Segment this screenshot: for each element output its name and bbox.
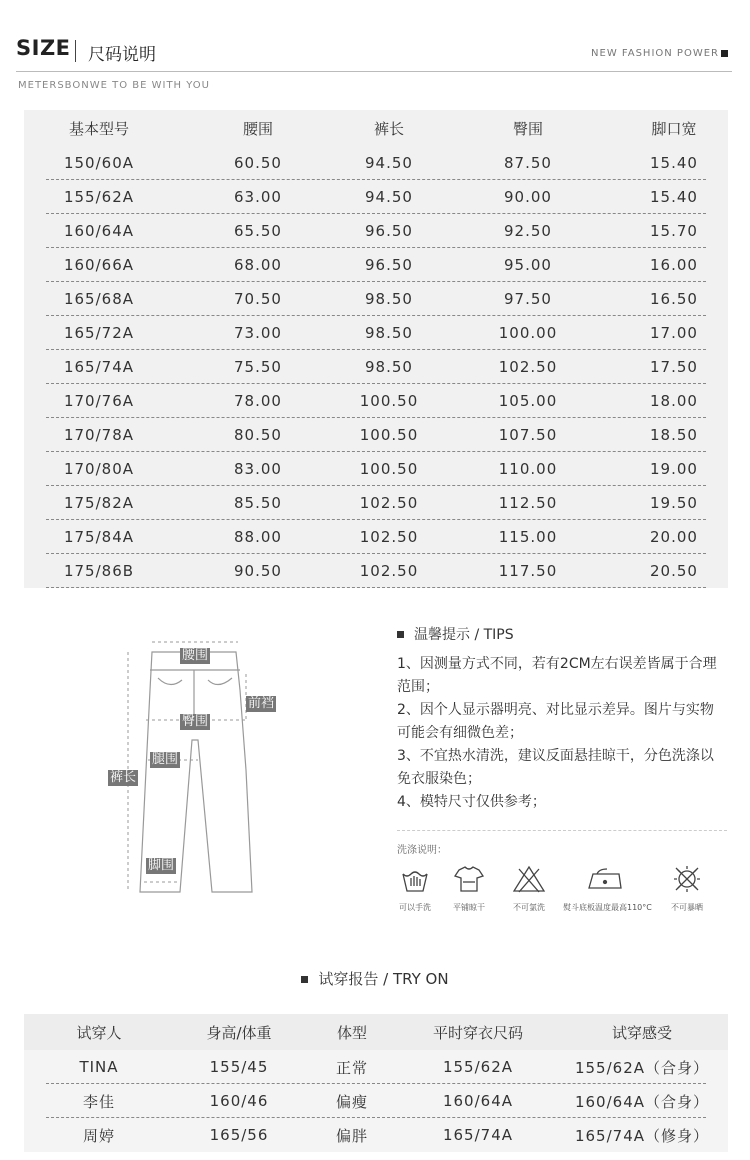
length-label: 裤长: [110, 770, 137, 785]
size-cell: 94.50: [365, 188, 413, 206]
size-cell: 165/72A: [63, 324, 135, 342]
size-cell: 175/84A: [63, 528, 135, 546]
tryon-cell: 155/62A: [442, 1058, 514, 1076]
size-cell: 98.50: [365, 358, 413, 376]
tips-heading: [397, 622, 727, 646]
wash-item: [451, 864, 487, 913]
size-cell: 19.50: [650, 494, 698, 512]
size-cell: 117.50: [498, 562, 558, 580]
size-cell: 107.50: [498, 426, 558, 444]
size-cell: 70.50: [234, 290, 282, 308]
wash-icons: [397, 864, 727, 924]
tryon-cell: 偏瘦: [335, 1092, 368, 1111]
table-row: [24, 180, 728, 214]
tip-item: 3、不宜热水清洗，建议反面悬挂晾干，分色洗涤以免衣服染色；: [397, 748, 714, 787]
tryon-title: 试穿报告 / TRY ON: [318, 970, 449, 988]
size-cell: 16.00: [650, 256, 698, 274]
tryon-header-cell: 身高/体重: [206, 1023, 272, 1042]
no-bleach-icon: [511, 864, 547, 894]
tip-item: 1、因测量方式不同，若有2CM左右误差皆属于合理范围；: [397, 656, 717, 695]
tips-list: [397, 653, 727, 814]
table-row: [24, 350, 728, 384]
tryon-cell: 160/64A（合身）: [574, 1092, 710, 1111]
size-cell: 115.00: [498, 528, 558, 546]
no-sun-dry-icon: [669, 864, 705, 894]
tryon-cell: 160/46: [209, 1092, 269, 1110]
square-bullet-icon: [397, 631, 404, 638]
brand-caption: METERSBONWE TO BE WITH YOU: [18, 80, 211, 91]
size-cell: 102.50: [359, 528, 419, 546]
page-title: SIZE: [16, 36, 71, 60]
size-cell: 78.00: [234, 392, 282, 410]
tryon-header-cell: 平时穿衣尺码: [432, 1023, 523, 1042]
tryon-table: [24, 1014, 728, 1152]
wash-item: [511, 864, 547, 913]
size-cell: 175/86B: [63, 562, 135, 580]
waist-label: 腰围: [182, 648, 209, 663]
size-cell: 20.50: [650, 562, 698, 580]
size-cell: 100.50: [359, 426, 419, 444]
brand-slogan-text: NEW FASHION POWER: [591, 48, 719, 59]
table-row: [24, 520, 728, 554]
size-cell: 96.50: [365, 222, 413, 240]
size-cell: 160/66A: [63, 256, 135, 274]
wash-label: 不可暴晒: [671, 903, 703, 912]
size-cell: 105.00: [498, 392, 558, 410]
size-table: [24, 110, 728, 588]
pants-measurement-diagram: [100, 630, 300, 910]
dry-flat-icon: [451, 864, 487, 894]
size-cell: 18.00: [650, 392, 698, 410]
tryon-cell: 李佳: [82, 1092, 115, 1111]
hand-wash-icon: [397, 864, 433, 894]
hip-label: 臀围: [182, 714, 209, 729]
hem-label: 脚围: [148, 858, 175, 873]
size-cell: 96.50: [365, 256, 413, 274]
size-cell: 170/76A: [63, 392, 135, 410]
size-cell: 15.70: [650, 222, 698, 240]
size-cell: 160/64A: [63, 222, 135, 240]
size-cell: 92.50: [504, 222, 552, 240]
tryon-cell: 正常: [335, 1058, 368, 1077]
table-row: [24, 384, 728, 418]
tip-item: 2、因个人显示器明亮、对比显示差异。图片与实物可能会有细微色差；: [397, 702, 714, 741]
size-cell: 68.00: [234, 256, 282, 274]
tip-item: 4、模特尺寸仅供参考；: [397, 794, 546, 810]
table-row: [24, 316, 728, 350]
size-cell: 155/62A: [63, 188, 135, 206]
table-row: [24, 1084, 728, 1118]
size-cell: 83.00: [234, 460, 282, 478]
size-cell: 102.50: [359, 494, 419, 512]
size-cell: 165/68A: [63, 290, 135, 308]
tips-title: 温馨提示 / TIPS: [414, 627, 514, 643]
table-row: [24, 146, 728, 180]
size-cell: 88.00: [234, 528, 282, 546]
tryon-cell: 155/62A（合身）: [574, 1058, 710, 1077]
size-header-cell: 脚口宽: [651, 119, 697, 138]
wash-item: [669, 864, 705, 913]
size-cell: 16.50: [650, 290, 698, 308]
header-rule: [16, 71, 732, 72]
table-row: [24, 214, 728, 248]
size-cell: 94.50: [365, 154, 413, 172]
size-cell: 97.50: [504, 290, 552, 308]
tryon-table-header: [24, 1014, 728, 1050]
size-cell: 73.00: [234, 324, 282, 342]
square-bullet-icon: [301, 976, 308, 983]
tips-section: [397, 622, 727, 924]
tryon-cell: 周婷: [82, 1126, 115, 1145]
table-row: [24, 452, 728, 486]
size-cell: 150/60A: [63, 154, 135, 172]
iron-icon: [577, 864, 637, 894]
size-cell: 75.50: [234, 358, 282, 376]
page-subtitle: 尺码说明: [88, 45, 156, 65]
wash-label: 熨斗底板温度最高110°C: [563, 903, 652, 912]
front-rise-label: 前裆: [248, 696, 275, 711]
tryon-header-cell: 试穿感受: [611, 1023, 672, 1042]
tryon-cell: 165/56: [209, 1126, 269, 1144]
tryon-cell: 160/64A: [442, 1092, 514, 1110]
wash-label: 平铺晾干: [453, 903, 485, 912]
size-cell: 17.00: [650, 324, 698, 342]
size-cell: 95.00: [504, 256, 552, 274]
size-table-header: [24, 110, 728, 146]
tryon-cell: 155/45: [209, 1058, 269, 1076]
size-cell: 100.50: [359, 460, 419, 478]
size-cell: 98.50: [365, 290, 413, 308]
table-row: [24, 486, 728, 520]
wash-label: 可以手洗: [399, 903, 431, 912]
thigh-label: 腿围: [152, 752, 179, 767]
wash-title: 洗涤说明：: [397, 845, 447, 856]
size-cell: 102.50: [498, 358, 558, 376]
size-cell: 65.50: [234, 222, 282, 240]
tryon-header-cell: 试穿人: [76, 1023, 122, 1042]
size-cell: 17.50: [650, 358, 698, 376]
wash-item: [563, 864, 652, 913]
table-row: [24, 1050, 728, 1084]
size-cell: 165/74A: [63, 358, 135, 376]
size-cell: 90.50: [234, 562, 282, 580]
size-cell: 90.00: [504, 188, 552, 206]
size-cell: 170/80A: [63, 460, 135, 478]
table-row: [24, 248, 728, 282]
size-cell: 15.40: [650, 188, 698, 206]
size-cell: 175/82A: [63, 494, 135, 512]
size-cell: 98.50: [365, 324, 413, 342]
tryon-cell: 165/74A（修身）: [574, 1126, 710, 1145]
size-cell: 15.40: [650, 154, 698, 172]
size-header-cell: 腰围: [242, 119, 273, 138]
size-cell: 110.00: [498, 460, 558, 478]
size-cell: 19.00: [650, 460, 698, 478]
size-cell: 87.50: [504, 154, 552, 172]
tryon-heading: [0, 968, 750, 989]
size-cell: 112.50: [498, 494, 558, 512]
size-cell: 20.00: [650, 528, 698, 546]
table-row: [24, 418, 728, 452]
size-cell: 60.50: [234, 154, 282, 172]
tryon-cell: 偏胖: [335, 1126, 368, 1145]
table-row: [24, 282, 728, 316]
tryon-cell: TINA: [79, 1058, 119, 1076]
wash-item: [397, 864, 433, 913]
title-divider: [75, 40, 76, 62]
tryon-cell: 165/74A: [442, 1126, 514, 1144]
size-cell: 100.50: [359, 392, 419, 410]
wash-label: 不可氯洗: [513, 903, 545, 912]
size-cell: 102.50: [359, 562, 419, 580]
page-header: [0, 0, 750, 100]
size-header-cell: 臀围: [512, 119, 543, 138]
wash-divider: [397, 830, 727, 831]
tryon-header-cell: 体型: [336, 1023, 367, 1042]
size-header-cell: 基本型号: [68, 119, 129, 138]
size-cell: 85.50: [234, 494, 282, 512]
table-row: [24, 554, 728, 588]
size-cell: 18.50: [650, 426, 698, 444]
size-cell: 63.00: [234, 188, 282, 206]
brand-slogan: [591, 48, 728, 59]
size-header-cell: 裤长: [373, 119, 404, 138]
size-cell: 170/78A: [63, 426, 135, 444]
size-cell: 100.00: [498, 324, 558, 342]
square-icon: [721, 50, 728, 57]
table-row: [24, 1118, 728, 1152]
size-cell: 80.50: [234, 426, 282, 444]
